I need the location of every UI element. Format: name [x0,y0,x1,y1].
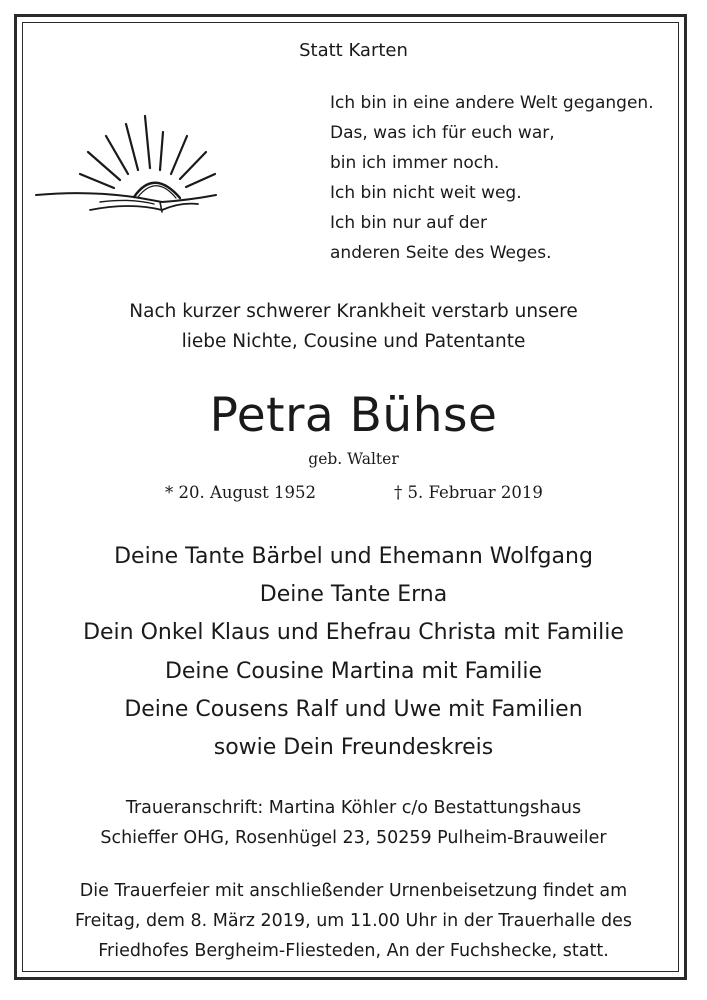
sunrise-icon [30,102,220,232]
mourner-line: Deine Cousine Martina mit Familie [164,658,543,684]
intro-text [0,297,707,357]
poem-line: Ich bin in eine andere Welt gegangen. [330,93,654,113]
intro-line: Nach kurzer schwerer Krankheit verstarb unsere [129,301,578,322]
mourner-line: Deine Cousens Ralf und Uwe mit Familien [124,696,583,722]
mourner-line: Deine Tante Erna [259,582,448,608]
address-line: Traueranschrift: Martina Köhler c/o Bestattungshaus [125,798,582,818]
ceremony-notice [0,876,707,966]
poem-line: anderen Seite des Weges. [330,243,552,263]
mourning-address [0,793,707,853]
birth-name: geb. Walter [308,450,399,468]
statt-karten-label: Statt Karten [299,40,408,61]
mourner-line: sowie Dein Freundeskreis [213,735,494,761]
mourners-list [0,538,707,767]
poem-line: bin ich immer noch. [330,153,500,173]
mourner-line: Dein Onkel Klaus und Ehefrau Christa mit Familie [83,620,624,646]
deceased-name: Petra Bühse [209,388,498,443]
poem-line: Das, was ich für euch war, [330,123,555,143]
death-date: † 5. Februar 2019 [394,483,543,502]
mourner-line: Deine Tante Bärbel und Ehemann Wolfgang [114,544,593,569]
intro-line: liebe Nichte, Cousine und Patentante [181,331,526,352]
birth-date: * 20. August 1952 [165,483,317,502]
ceremony-line: Die Trauerfeier mit anschließender Urnenbeisetzung findet am [79,881,628,901]
ceremony-line: Friedhofes Bergheim-Fliesteden, An der Fuchshecke, statt. [98,941,609,961]
poem-line: Ich bin nicht weit weg. [330,183,522,203]
poem [330,88,654,268]
poem-line: Ich bin nur auf der [330,213,487,233]
address-line: Schieffer OHG, Rosenhügel 23, 50259 Pulheim-Brauweiler [100,828,607,848]
ceremony-line: Freitag, dem 8. März 2019, um 11.00 Uhr in der Trauerhalle des [74,911,633,931]
